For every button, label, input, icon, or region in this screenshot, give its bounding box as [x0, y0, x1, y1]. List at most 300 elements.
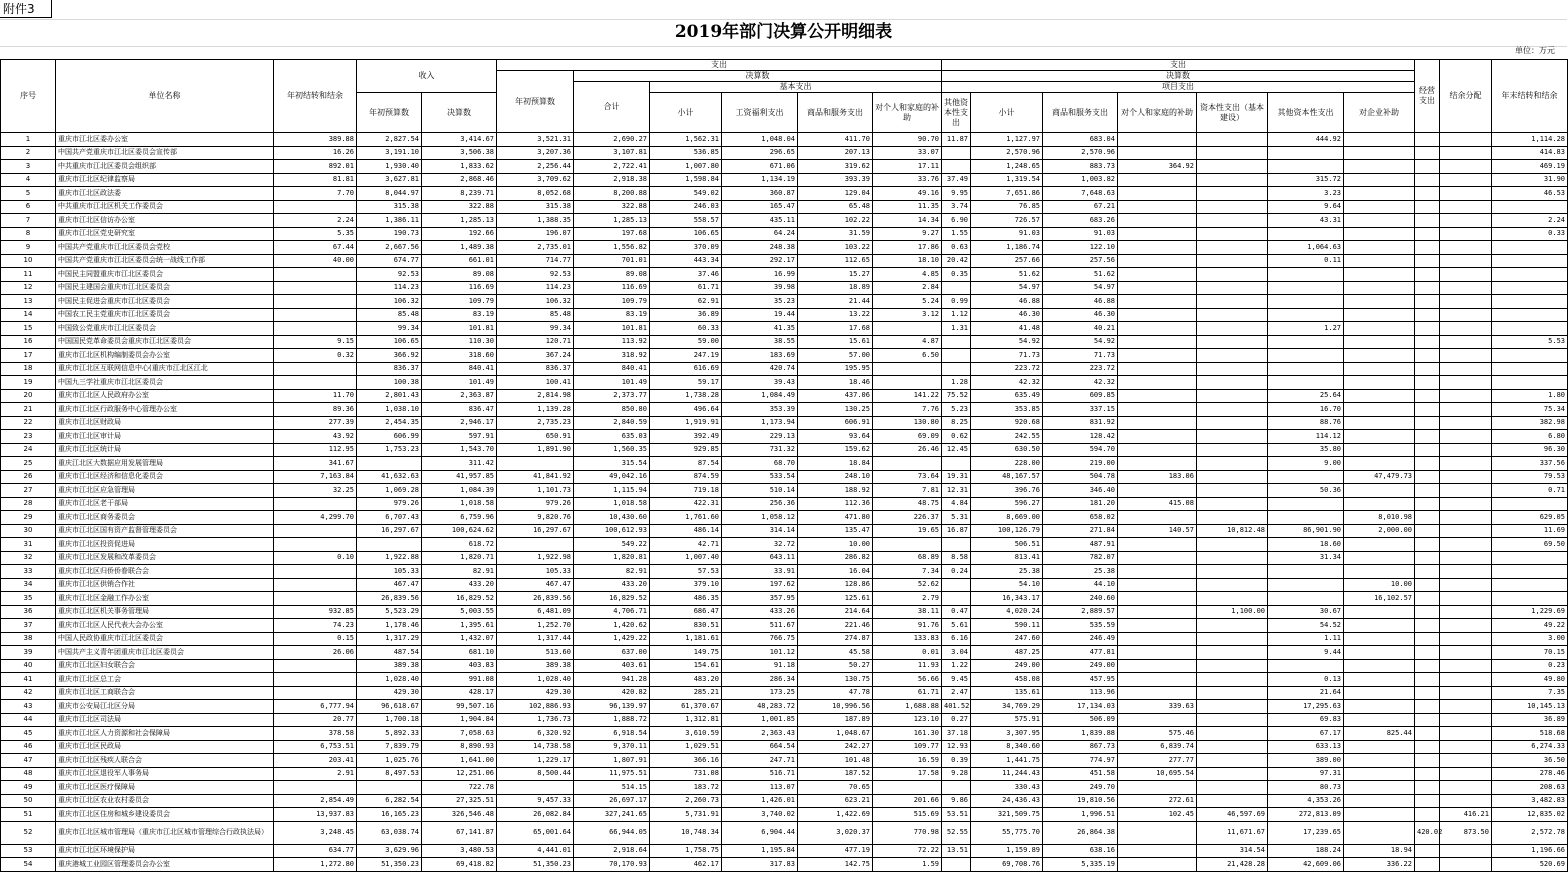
cell-seq[interactable]: 38	[1, 632, 56, 646]
cell-exp-budget[interactable]: 1,922.98	[497, 551, 574, 565]
cell-p-enterprise-subsidy[interactable]	[1344, 389, 1415, 403]
cell-p-goods-services[interactable]: 638.16	[1043, 844, 1118, 858]
cell-closing-balance[interactable]: 1.80	[1492, 389, 1568, 403]
cell-goods-services[interactable]: 207.13	[798, 146, 873, 160]
cell-exp-budget[interactable]: 99.34	[497, 322, 574, 336]
cell-personal-subsidy[interactable]: 73.64	[873, 470, 942, 484]
cell-p-enterprise-subsidy[interactable]	[1344, 686, 1415, 700]
cell-p-enterprise-subsidy[interactable]	[1344, 416, 1415, 430]
cell-opening-balance[interactable]: 89.36	[274, 403, 357, 417]
cell-p-personal-subsidy[interactable]	[1118, 659, 1197, 673]
cell-operating-expenditure[interactable]	[1415, 416, 1440, 430]
cell-other-capital[interactable]: 0.35	[942, 268, 971, 282]
cell-operating-expenditure[interactable]	[1415, 781, 1440, 795]
cell-opening-balance[interactable]: 26.06	[274, 646, 357, 660]
cell-income-budget[interactable]: 389.38	[357, 659, 422, 673]
cell-seq[interactable]: 42	[1, 686, 56, 700]
cell-wages-welfare[interactable]: 68.70	[722, 457, 798, 471]
cell-other-capital[interactable]: 5.31	[942, 511, 971, 525]
cell-goods-services[interactable]: 45.58	[798, 646, 873, 660]
cell-p-other-capital[interactable]: 1.11	[1268, 632, 1344, 646]
cell-goods-services[interactable]: 15.61	[798, 335, 873, 349]
cell-p-capital-construction[interactable]	[1197, 767, 1268, 781]
cell-personal-subsidy[interactable]: 515.69	[873, 808, 942, 822]
cell-p-personal-subsidy[interactable]: 272.61	[1118, 794, 1197, 808]
cell-p-subtotal[interactable]: 11,244.43	[971, 767, 1043, 781]
cell-opening-balance[interactable]	[274, 308, 357, 322]
cell-other-capital[interactable]: 13.51	[942, 844, 971, 858]
cell-subtotal[interactable]: 1,738.28	[650, 389, 722, 403]
cell-p-subtotal[interactable]: 51.62	[971, 268, 1043, 282]
cell-personal-subsidy[interactable]: 69.09	[873, 430, 942, 444]
cell-closing-balance[interactable]	[1492, 349, 1568, 363]
cell-p-subtotal[interactable]: 8,340.60	[971, 740, 1043, 754]
cell-exp-budget[interactable]: 3,521.31	[497, 133, 574, 147]
cell-closing-balance[interactable]: 3.00	[1492, 632, 1568, 646]
cell-p-goods-services[interactable]: 223.72	[1043, 362, 1118, 376]
cell-personal-subsidy[interactable]	[873, 457, 942, 471]
cell-p-capital-construction[interactable]	[1197, 241, 1268, 255]
cell-unit-name[interactable]: 重庆市江北区财政局	[56, 416, 274, 430]
cell-p-subtotal[interactable]: 16,343.17	[971, 592, 1043, 606]
cell-p-goods-services[interactable]: 487.91	[1043, 538, 1118, 552]
cell-p-subtotal[interactable]: 630.50	[971, 443, 1043, 457]
cell-personal-subsidy[interactable]: 226.37	[873, 511, 942, 525]
cell-total[interactable]: 1,888.72	[574, 713, 650, 727]
cell-income-final[interactable]: 2,868.46	[422, 173, 497, 187]
cell-p-goods-services[interactable]: 2,570.96	[1043, 146, 1118, 160]
cell-p-subtotal[interactable]: 24,436.43	[971, 794, 1043, 808]
cell-operating-expenditure[interactable]	[1415, 376, 1440, 390]
cell-surplus-distribution[interactable]	[1440, 241, 1492, 255]
cell-p-personal-subsidy[interactable]	[1118, 335, 1197, 349]
cell-p-subtotal[interactable]: 54.97	[971, 281, 1043, 295]
cell-p-subtotal[interactable]: 41.48	[971, 322, 1043, 336]
cell-income-budget[interactable]: 100.38	[357, 376, 422, 390]
cell-p-subtotal[interactable]: 487.25	[971, 646, 1043, 660]
cell-p-personal-subsidy[interactable]: 277.77	[1118, 754, 1197, 768]
cell-exp-budget[interactable]: 16,297.67	[497, 524, 574, 538]
cell-income-budget[interactable]: 16,297.67	[357, 524, 422, 538]
cell-other-capital[interactable]: 8.25	[942, 416, 971, 430]
cell-unit-name[interactable]: 重庆市江北区机关事务管理局	[56, 605, 274, 619]
cell-surplus-distribution[interactable]	[1440, 713, 1492, 727]
cell-seq[interactable]: 14	[1, 308, 56, 322]
cell-personal-subsidy[interactable]: 49.16	[873, 187, 942, 201]
cell-income-final[interactable]: 1,904.84	[422, 713, 497, 727]
cell-exp-budget[interactable]: 1,736.73	[497, 713, 574, 727]
cell-opening-balance[interactable]: 2,854.49	[274, 794, 357, 808]
cell-unit-name[interactable]: 中国农工民主党重庆市江北区委员会	[56, 308, 274, 322]
cell-subtotal[interactable]: 496.64	[650, 403, 722, 417]
cell-p-capital-construction[interactable]: 21,428.28	[1197, 858, 1268, 872]
cell-personal-subsidy[interactable]	[873, 538, 942, 552]
cell-p-personal-subsidy[interactable]	[1118, 619, 1197, 633]
cell-p-personal-subsidy[interactable]	[1118, 781, 1197, 795]
cell-p-capital-construction[interactable]	[1197, 146, 1268, 160]
cell-p-other-capital[interactable]: 9.44	[1268, 646, 1344, 660]
cell-total[interactable]: 83.19	[574, 308, 650, 322]
cell-exp-budget[interactable]: 51,350.23	[497, 858, 574, 872]
cell-unit-name[interactable]: 重庆市江北区政法委	[56, 187, 274, 201]
cell-other-capital[interactable]	[942, 362, 971, 376]
cell-p-goods-services[interactable]: 19,810.56	[1043, 794, 1118, 808]
cell-operating-expenditure[interactable]	[1415, 808, 1440, 822]
cell-subtotal[interactable]: 392.49	[650, 430, 722, 444]
cell-p-personal-subsidy[interactable]	[1118, 376, 1197, 390]
cell-goods-services[interactable]: 65.48	[798, 200, 873, 214]
cell-closing-balance[interactable]	[1492, 376, 1568, 390]
cell-p-enterprise-subsidy[interactable]	[1344, 808, 1415, 822]
cell-income-budget[interactable]	[357, 781, 422, 795]
cell-goods-services[interactable]: 129.04	[798, 187, 873, 201]
cell-income-final[interactable]: 1,432.07	[422, 632, 497, 646]
cell-seq[interactable]: 34	[1, 578, 56, 592]
cell-total[interactable]: 100,612.93	[574, 524, 650, 538]
cell-p-enterprise-subsidy[interactable]	[1344, 403, 1415, 417]
cell-closing-balance[interactable]: 6,274.33	[1492, 740, 1568, 754]
cell-personal-subsidy[interactable]: 16.59	[873, 754, 942, 768]
cell-p-subtotal[interactable]: 7,651.86	[971, 187, 1043, 201]
cell-p-capital-construction[interactable]	[1197, 673, 1268, 687]
cell-p-capital-construction[interactable]: 11,671.67	[1197, 821, 1268, 844]
cell-p-personal-subsidy[interactable]	[1118, 308, 1197, 322]
cell-unit-name[interactable]: 重庆市江北区退役军人事务局	[56, 767, 274, 781]
cell-income-final[interactable]: 326,546.48	[422, 808, 497, 822]
cell-wages-welfare[interactable]: 1,134.19	[722, 173, 798, 187]
attachment-label[interactable]: 附件3	[0, 0, 52, 18]
cell-exp-budget[interactable]: 389.38	[497, 659, 574, 673]
cell-p-capital-construction[interactable]	[1197, 133, 1268, 147]
cell-other-capital[interactable]: 0.39	[942, 754, 971, 768]
cell-income-budget[interactable]	[357, 457, 422, 471]
cell-operating-expenditure[interactable]	[1415, 794, 1440, 808]
cell-p-capital-construction[interactable]	[1197, 740, 1268, 754]
cell-exp-budget[interactable]: 92.53	[497, 268, 574, 282]
cell-p-enterprise-subsidy[interactable]	[1344, 173, 1415, 187]
cell-operating-expenditure[interactable]	[1415, 389, 1440, 403]
cell-p-goods-services[interactable]: 113.96	[1043, 686, 1118, 700]
cell-closing-balance[interactable]: 208.63	[1492, 781, 1568, 795]
cell-p-other-capital[interactable]	[1268, 592, 1344, 606]
cell-income-final[interactable]: 3,506.38	[422, 146, 497, 160]
cell-p-other-capital[interactable]: 50.36	[1268, 484, 1344, 498]
cell-seq[interactable]: 30	[1, 524, 56, 538]
cell-p-other-capital[interactable]: 9.00	[1268, 457, 1344, 471]
cell-surplus-distribution[interactable]	[1440, 551, 1492, 565]
cell-personal-subsidy[interactable]: 90.70	[873, 133, 942, 147]
cell-p-capital-construction[interactable]	[1197, 187, 1268, 201]
cell-seq[interactable]: 13	[1, 295, 56, 309]
cell-personal-subsidy[interactable]: 4.85	[873, 268, 942, 282]
cell-closing-balance[interactable]	[1492, 592, 1568, 606]
cell-other-capital[interactable]: 16.87	[942, 524, 971, 538]
cell-operating-expenditure[interactable]	[1415, 605, 1440, 619]
cell-p-enterprise-subsidy[interactable]	[1344, 565, 1415, 579]
cell-income-final[interactable]: 840.41	[422, 362, 497, 376]
cell-other-capital[interactable]: 12.93	[942, 740, 971, 754]
cell-p-subtotal[interactable]: 2,570.96	[971, 146, 1043, 160]
cell-subtotal[interactable]: 1,029.51	[650, 740, 722, 754]
cell-opening-balance[interactable]: 2.24	[274, 214, 357, 228]
cell-p-goods-services[interactable]: 54.97	[1043, 281, 1118, 295]
cell-personal-subsidy[interactable]: 19.65	[873, 524, 942, 538]
cell-subtotal[interactable]: 379.10	[650, 578, 722, 592]
cell-wages-welfare[interactable]: 35.23	[722, 295, 798, 309]
cell-total[interactable]: 1,285.13	[574, 214, 650, 228]
cell-p-goods-services[interactable]: 609.85	[1043, 389, 1118, 403]
cell-total[interactable]: 635.03	[574, 430, 650, 444]
cell-p-capital-construction[interactable]	[1197, 349, 1268, 363]
cell-p-personal-subsidy[interactable]	[1118, 551, 1197, 565]
cell-goods-services[interactable]: 57.00	[798, 349, 873, 363]
cell-income-budget[interactable]: 114.23	[357, 281, 422, 295]
cell-operating-expenditure[interactable]	[1415, 227, 1440, 241]
cell-p-personal-subsidy[interactable]	[1118, 173, 1197, 187]
cell-opening-balance[interactable]: 74.23	[274, 619, 357, 633]
cell-wages-welfare[interactable]: 766.75	[722, 632, 798, 646]
cell-subtotal[interactable]: 462.17	[650, 858, 722, 872]
cell-operating-expenditure[interactable]	[1415, 349, 1440, 363]
cell-subtotal[interactable]: 36.89	[650, 308, 722, 322]
cell-other-capital[interactable]: 5.61	[942, 619, 971, 633]
cell-p-goods-services[interactable]: 181.20	[1043, 497, 1118, 511]
cell-unit-name[interactable]: 重庆市江北区医疗保障局	[56, 781, 274, 795]
cell-total[interactable]: 109.79	[574, 295, 650, 309]
cell-operating-expenditure[interactable]	[1415, 268, 1440, 282]
cell-surplus-distribution[interactable]	[1440, 605, 1492, 619]
cell-surplus-distribution[interactable]	[1440, 740, 1492, 754]
cell-income-final[interactable]: 82.91	[422, 565, 497, 579]
cell-closing-balance[interactable]: 1,196.66	[1492, 844, 1568, 858]
cell-p-capital-construction[interactable]	[1197, 686, 1268, 700]
cell-personal-subsidy[interactable]: 17.11	[873, 160, 942, 174]
cell-operating-expenditure[interactable]	[1415, 551, 1440, 565]
cell-personal-subsidy[interactable]: 33.76	[873, 173, 942, 187]
cell-personal-subsidy[interactable]: 201.66	[873, 794, 942, 808]
cell-opening-balance[interactable]	[274, 673, 357, 687]
cell-goods-services[interactable]: 112.36	[798, 497, 873, 511]
cell-p-enterprise-subsidy[interactable]	[1344, 227, 1415, 241]
cell-operating-expenditure[interactable]	[1415, 173, 1440, 187]
cell-income-final[interactable]: 322.88	[422, 200, 497, 214]
cell-p-personal-subsidy[interactable]	[1118, 673, 1197, 687]
cell-income-final[interactable]: 69,418.82	[422, 858, 497, 872]
cell-seq[interactable]: 47	[1, 754, 56, 768]
cell-p-subtotal[interactable]: 321,509.75	[971, 808, 1043, 822]
cell-income-budget[interactable]: 41,632.63	[357, 470, 422, 484]
cell-p-enterprise-subsidy[interactable]	[1344, 187, 1415, 201]
cell-operating-expenditure[interactable]	[1415, 858, 1440, 872]
cell-p-enterprise-subsidy[interactable]	[1344, 268, 1415, 282]
cell-p-personal-subsidy[interactable]	[1118, 241, 1197, 255]
cell-p-subtotal[interactable]: 1,127.97	[971, 133, 1043, 147]
cell-goods-services[interactable]: 274.87	[798, 632, 873, 646]
cell-closing-balance[interactable]: 96.30	[1492, 443, 1568, 457]
cell-closing-balance[interactable]	[1492, 241, 1568, 255]
cell-p-capital-construction[interactable]: 46,597.69	[1197, 808, 1268, 822]
cell-closing-balance[interactable]: 5.53	[1492, 335, 1568, 349]
cell-p-subtotal[interactable]: 458.08	[971, 673, 1043, 687]
cell-closing-balance[interactable]	[1492, 308, 1568, 322]
cell-closing-balance[interactable]: 70.15	[1492, 646, 1568, 660]
cell-subtotal[interactable]: 247.19	[650, 349, 722, 363]
cell-other-capital[interactable]	[942, 578, 971, 592]
cell-p-goods-services[interactable]: 683.26	[1043, 214, 1118, 228]
cell-total[interactable]: 2,918.64	[574, 844, 650, 858]
cell-p-enterprise-subsidy[interactable]	[1344, 443, 1415, 457]
cell-income-final[interactable]: 1,489.38	[422, 241, 497, 255]
cell-total[interactable]: 701.01	[574, 254, 650, 268]
cell-p-capital-construction[interactable]	[1197, 538, 1268, 552]
cell-exp-budget[interactable]: 8,052.68	[497, 187, 574, 201]
cell-p-capital-construction[interactable]	[1197, 200, 1268, 214]
cell-p-goods-services[interactable]: 249.00	[1043, 659, 1118, 673]
cell-other-capital[interactable]: 37.49	[942, 173, 971, 187]
cell-income-final[interactable]: 1,641.00	[422, 754, 497, 768]
cell-personal-subsidy[interactable]: 3.12	[873, 308, 942, 322]
cell-seq[interactable]: 40	[1, 659, 56, 673]
cell-income-budget[interactable]: 315.38	[357, 200, 422, 214]
cell-unit-name[interactable]: 重庆市江北区信访办公室	[56, 214, 274, 228]
cell-p-other-capital[interactable]: 0.13	[1268, 673, 1344, 687]
cell-income-budget[interactable]: 8,497.53	[357, 767, 422, 781]
cell-operating-expenditure[interactable]	[1415, 632, 1440, 646]
cell-goods-services[interactable]: 130.75	[798, 673, 873, 687]
cell-total[interactable]: 2,373.77	[574, 389, 650, 403]
cell-subtotal[interactable]: 285.21	[650, 686, 722, 700]
cell-operating-expenditure[interactable]	[1415, 430, 1440, 444]
cell-exp-budget[interactable]: 1,891.90	[497, 443, 574, 457]
cell-exp-budget[interactable]: 9,820.76	[497, 511, 574, 525]
cell-p-capital-construction[interactable]	[1197, 457, 1268, 471]
cell-income-budget[interactable]: 487.54	[357, 646, 422, 660]
cell-p-subtotal[interactable]: 590.11	[971, 619, 1043, 633]
cell-opening-balance[interactable]	[274, 524, 357, 538]
cell-income-budget[interactable]: 1,025.76	[357, 754, 422, 768]
cell-p-capital-construction[interactable]	[1197, 781, 1268, 795]
cell-p-goods-services[interactable]: 54.92	[1043, 335, 1118, 349]
cell-p-subtotal[interactable]: 3,307.95	[971, 727, 1043, 741]
cell-p-capital-construction[interactable]	[1197, 632, 1268, 646]
cell-p-other-capital[interactable]: 114.12	[1268, 430, 1344, 444]
cell-closing-balance[interactable]	[1492, 200, 1568, 214]
cell-wages-welfare[interactable]: 173.25	[722, 686, 798, 700]
cell-total[interactable]: 113.92	[574, 335, 650, 349]
cell-p-enterprise-subsidy[interactable]	[1344, 457, 1415, 471]
cell-income-budget[interactable]: 1,038.10	[357, 403, 422, 417]
cell-other-capital[interactable]	[942, 592, 971, 606]
cell-total[interactable]: 16,829.52	[574, 592, 650, 606]
cell-subtotal[interactable]: 830.51	[650, 619, 722, 633]
cell-unit-name[interactable]: 重庆市江北区投资促进局	[56, 538, 274, 552]
cell-p-other-capital[interactable]: 67.17	[1268, 727, 1344, 741]
cell-goods-services[interactable]: 18.84	[798, 457, 873, 471]
cell-p-capital-construction[interactable]	[1197, 794, 1268, 808]
cell-goods-services[interactable]: 187.52	[798, 767, 873, 781]
cell-exp-budget[interactable]: 513.60	[497, 646, 574, 660]
cell-p-personal-subsidy[interactable]: 10,695.54	[1118, 767, 1197, 781]
cell-p-other-capital[interactable]	[1268, 308, 1344, 322]
cell-unit-name[interactable]: 中国国民党革命委员会重庆市江北区委员会	[56, 335, 274, 349]
cell-other-capital[interactable]	[942, 538, 971, 552]
cell-subtotal[interactable]: 483.20	[650, 673, 722, 687]
cell-seq[interactable]: 9	[1, 241, 56, 255]
cell-operating-expenditure[interactable]	[1415, 470, 1440, 484]
cell-exp-budget[interactable]: 1,317.44	[497, 632, 574, 646]
cell-closing-balance[interactable]	[1492, 268, 1568, 282]
cell-exp-budget[interactable]: 8,500.44	[497, 767, 574, 781]
cell-p-enterprise-subsidy[interactable]: 47,479.73	[1344, 470, 1415, 484]
cell-p-other-capital[interactable]: 17,295.63	[1268, 700, 1344, 714]
cell-operating-expenditure[interactable]	[1415, 497, 1440, 511]
cell-personal-subsidy[interactable]	[873, 781, 942, 795]
cell-wages-welfare[interactable]: 1,426.01	[722, 794, 798, 808]
cell-unit-name[interactable]: 重庆市江北区人民代表大会办公室	[56, 619, 274, 633]
cell-income-budget[interactable]: 1,069.28	[357, 484, 422, 498]
cell-p-capital-construction[interactable]	[1197, 268, 1268, 282]
cell-p-enterprise-subsidy[interactable]: 2,000.00	[1344, 524, 1415, 538]
cell-p-personal-subsidy[interactable]	[1118, 592, 1197, 606]
cell-p-subtotal[interactable]: 135.61	[971, 686, 1043, 700]
cell-closing-balance[interactable]: 1,229.69	[1492, 605, 1568, 619]
cell-p-personal-subsidy[interactable]: 183.06	[1118, 470, 1197, 484]
cell-surplus-distribution[interactable]	[1440, 295, 1492, 309]
cell-p-personal-subsidy[interactable]	[1118, 484, 1197, 498]
cell-income-budget[interactable]: 1,386.11	[357, 214, 422, 228]
cell-unit-name[interactable]: 中国共产主义青年团重庆市江北区委员会	[56, 646, 274, 660]
cell-income-final[interactable]: 1,833.62	[422, 160, 497, 174]
cell-income-budget[interactable]: 2,801.43	[357, 389, 422, 403]
cell-surplus-distribution[interactable]	[1440, 470, 1492, 484]
cell-income-final[interactable]: 722.78	[422, 781, 497, 795]
cell-subtotal[interactable]: 2,260.73	[650, 794, 722, 808]
cell-income-budget[interactable]: 190.73	[357, 227, 422, 241]
cell-other-capital[interactable]: 12.31	[942, 484, 971, 498]
cell-surplus-distribution[interactable]	[1440, 133, 1492, 147]
cell-income-budget[interactable]: 96,618.67	[357, 700, 422, 714]
cell-seq[interactable]: 28	[1, 497, 56, 511]
cell-other-capital[interactable]: 0.99	[942, 295, 971, 309]
cell-opening-balance[interactable]: 634.77	[274, 844, 357, 858]
cell-p-enterprise-subsidy[interactable]	[1344, 538, 1415, 552]
cell-opening-balance[interactable]: 40.00	[274, 254, 357, 268]
cell-exp-budget[interactable]: 1,229.17	[497, 754, 574, 768]
cell-seq[interactable]: 26	[1, 470, 56, 484]
cell-income-final[interactable]: 597.91	[422, 430, 497, 444]
cell-unit-name[interactable]: 中共重庆市江北区委员会组织部	[56, 160, 274, 174]
cell-p-subtotal[interactable]: 635.49	[971, 389, 1043, 403]
cell-p-enterprise-subsidy[interactable]	[1344, 551, 1415, 565]
cell-operating-expenditure[interactable]	[1415, 160, 1440, 174]
cell-wages-welfare[interactable]: 229.13	[722, 430, 798, 444]
cell-surplus-distribution[interactable]	[1440, 308, 1492, 322]
cell-p-personal-subsidy[interactable]	[1118, 713, 1197, 727]
cell-p-goods-services[interactable]: 219.00	[1043, 457, 1118, 471]
cell-surplus-distribution[interactable]	[1440, 227, 1492, 241]
cell-closing-balance[interactable]	[1492, 497, 1568, 511]
cell-wages-welfare[interactable]: 1,058.12	[722, 511, 798, 525]
cell-opening-balance[interactable]: 7.70	[274, 187, 357, 201]
cell-opening-balance[interactable]: 9.15	[274, 335, 357, 349]
cell-seq[interactable]: 22	[1, 416, 56, 430]
cell-surplus-distribution[interactable]	[1440, 160, 1492, 174]
cell-closing-balance[interactable]: 629.05	[1492, 511, 1568, 525]
cell-seq[interactable]: 29	[1, 511, 56, 525]
cell-seq[interactable]: 52	[1, 821, 56, 844]
cell-p-subtotal[interactable]: 1,186.74	[971, 241, 1043, 255]
cell-exp-budget[interactable]: 65,001.64	[497, 821, 574, 844]
